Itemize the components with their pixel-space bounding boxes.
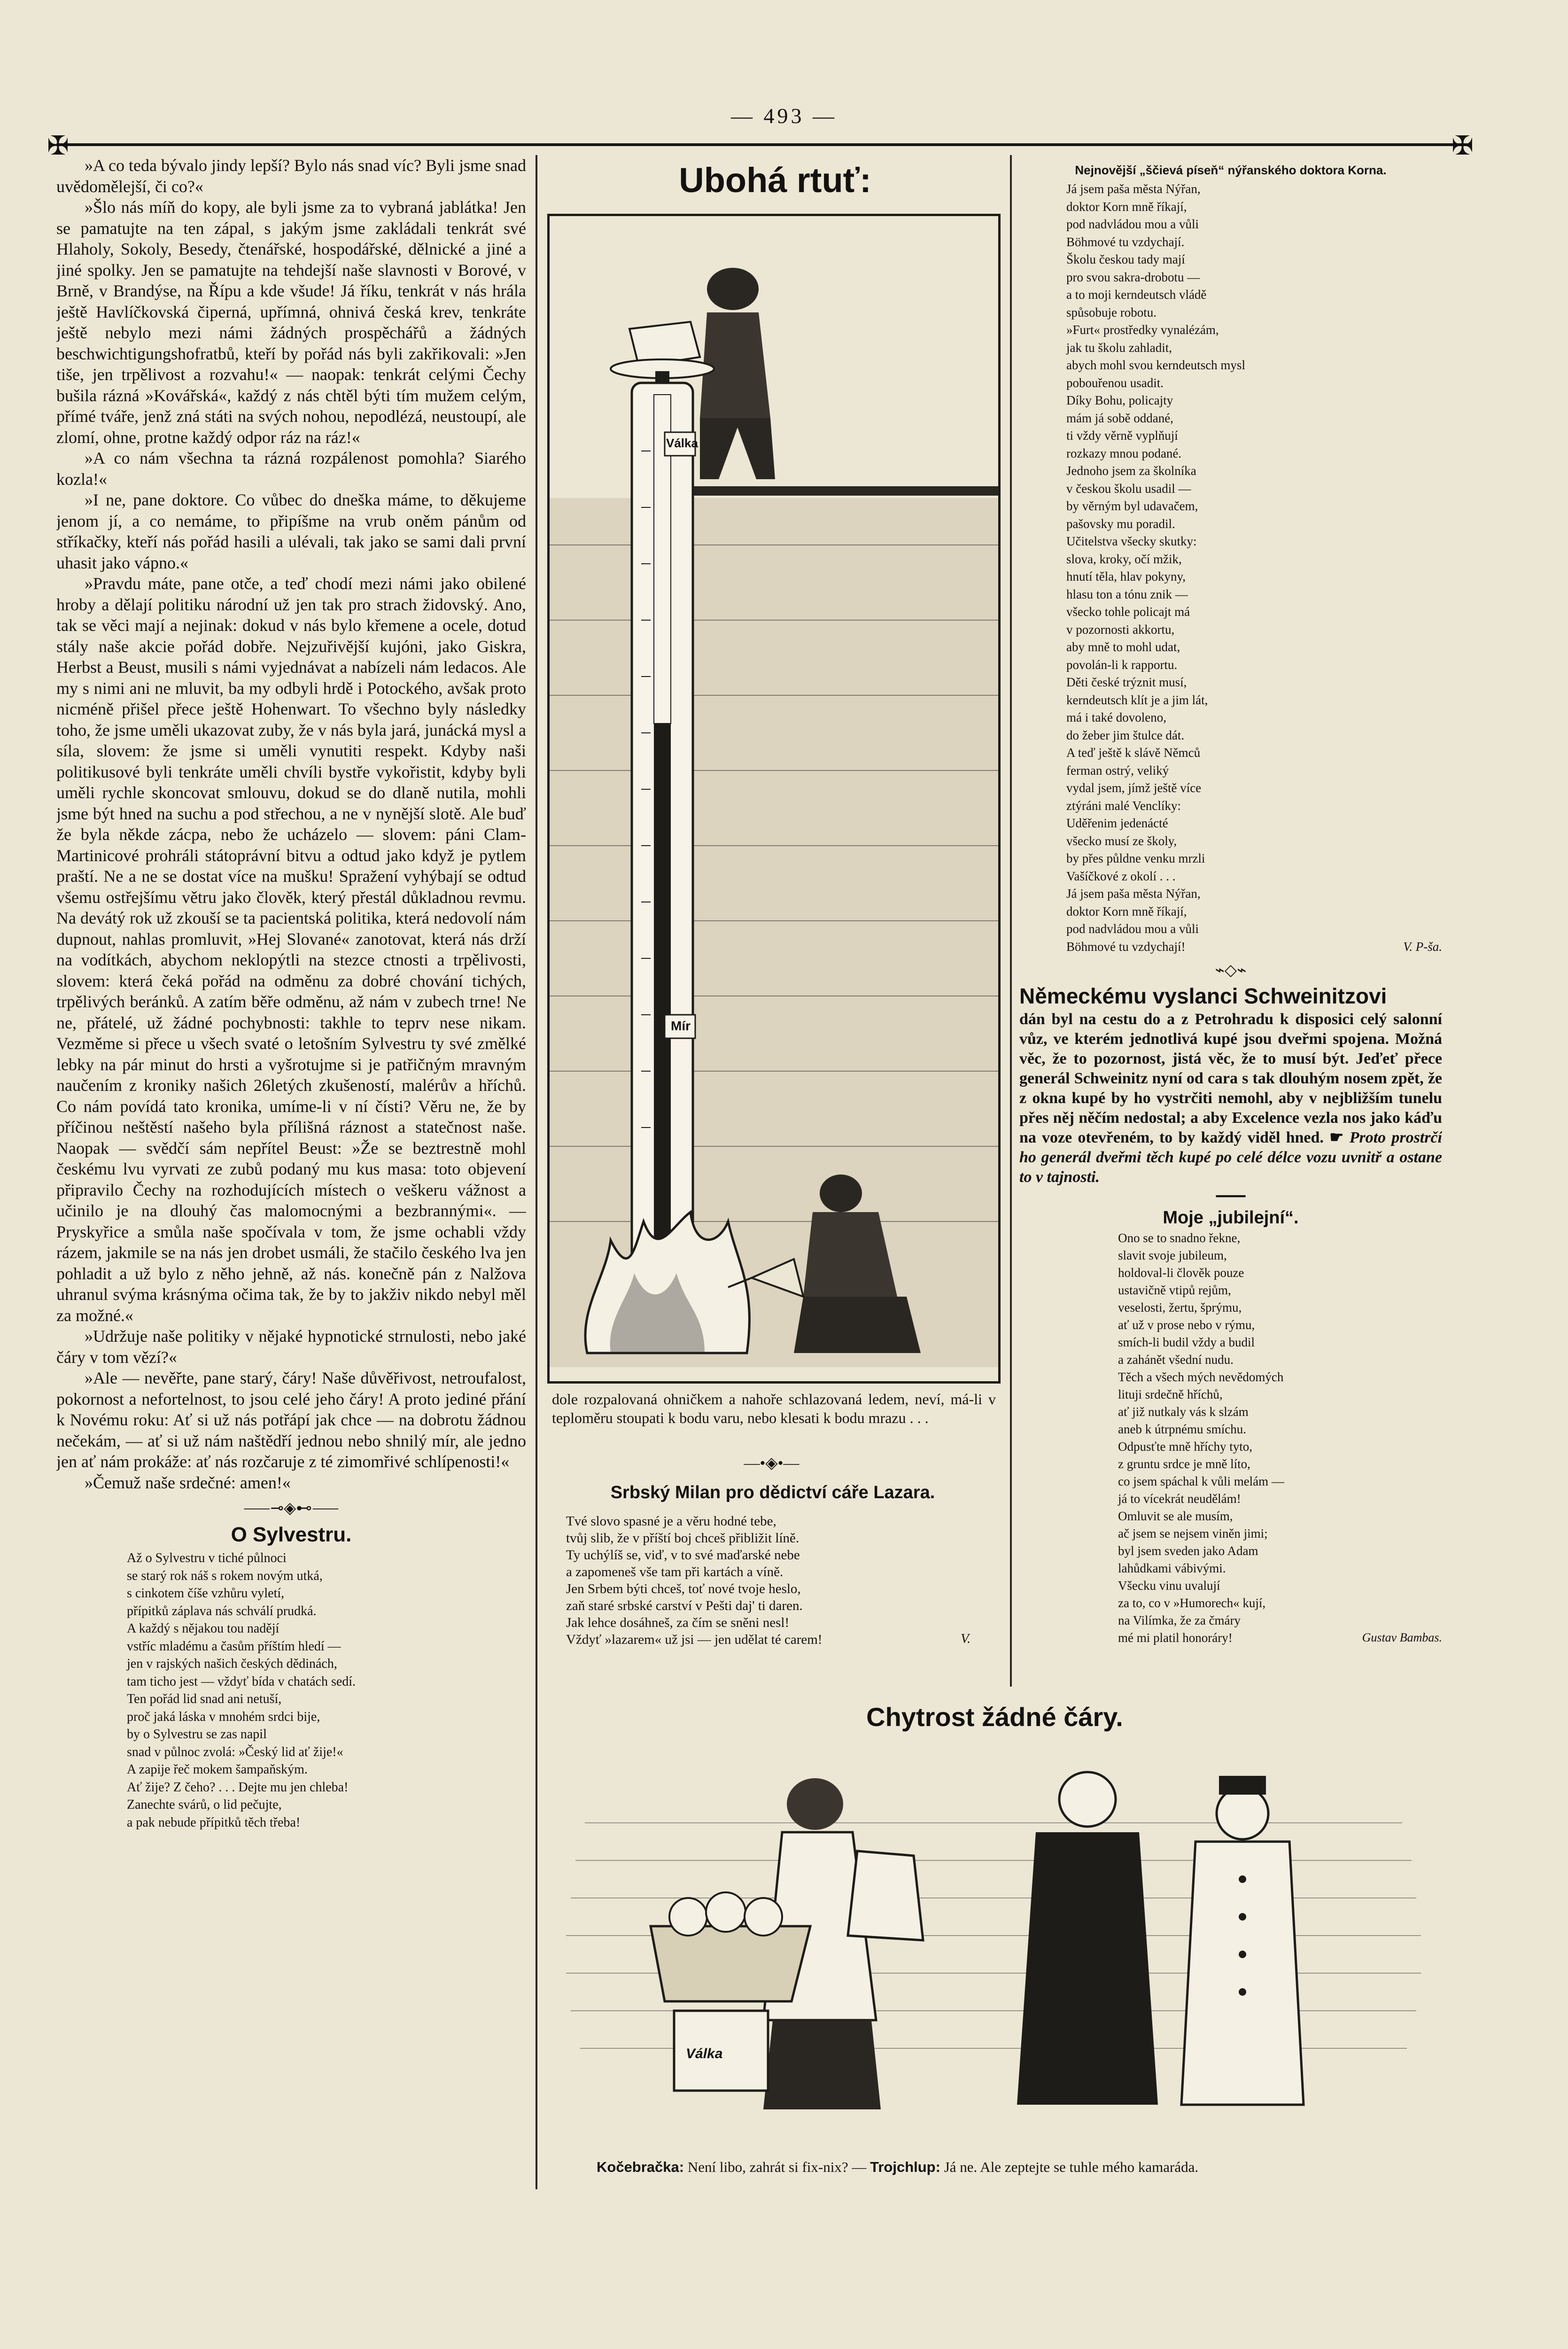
ornament-right: ⌁◇⌁ <box>1215 961 1247 979</box>
verse-line: s cinkotem číše vzhůru vyletí, <box>127 1586 285 1601</box>
article-paragraph: »A co teda bývalo jindy lepší? Bylo nás snad víc? Byli jsme snad uvědomělejší, či co?« <box>56 156 526 196</box>
verse-line: veselosti, žertu, šprýmu, <box>1118 1300 1242 1315</box>
article-title-schweinitz: Německému vyslanci Schweinitzovi <box>1019 983 1387 1008</box>
verse-line: Jak lehce dosáhneš, za čím se sněni nesl! <box>566 1615 790 1630</box>
verse-line: snad v půlnoc zvolá: »Český lid ať žije!« <box>127 1744 343 1759</box>
verse-line: má i také dovoleno, <box>1066 710 1166 724</box>
verse-line: na Vilímka, že za čmáry <box>1118 1613 1241 1627</box>
article-paragraph: »I ne, pane doktore. Co vůbec do dneška máme, to děkujeme jenom jí, a co nemáme, to připíšme na vrub oněm pánům od stříkačky, kteří nás pořád hasili a ulévali, tak jako se sami dali první uhasit jako vápno.« <box>56 490 526 572</box>
verse-line: kerndeutsch klít je a jim lát, <box>1066 692 1208 707</box>
verse-line: ač jsem se nejsem viněn jimi; <box>1118 1526 1268 1540</box>
dialogue-article <box>56 155 526 1493</box>
article-paragraph: »Ale — nevěřte, pane starý, čáry! Naše důvěřivost, netroufalost, pokornost a nefortelnost, to jsou celé jeho čáry! A proto jediné přání k Novému roku: Ať si už nás potřápí jak chce — na dobrotu žádnou nečekám, — ať si už nám naštědří jednou nebo shnilý mír, ale jedno jen ať nám prokáže: ať nás rozčaruje z té zimomřivé schlípenosti!« <box>56 1369 526 1471</box>
verse-line: A každý s nějakou tou nadějí <box>127 1621 279 1636</box>
verse-line: přípitků záplava nás schválí prudká. <box>127 1603 317 1618</box>
chytrost-illustration <box>547 1738 1442 2142</box>
verse-line: jen v rajských našich českých dědinách, <box>127 1657 337 1671</box>
verse-line: jak tu školu zahladit, <box>1066 340 1172 355</box>
verse-line: a zapomeneš vše tam při kartách a víně. <box>566 1564 784 1579</box>
column-divider-2 <box>1010 155 1012 1687</box>
verse-line: Jednoho jsem za školníka <box>1066 464 1196 478</box>
poem-jubilejni <box>1019 1229 1442 1647</box>
verse-line: Školu českou tady mají <box>1066 252 1185 266</box>
verse-line: Až o Sylvestru v tiché půlnoci <box>127 1551 287 1565</box>
article-emphasis: Proto prostrčí ho generál dveřmi těch kupé po celé délce vozu uvnitř a ostane to v tajnosti. <box>1019 1128 1442 1186</box>
verse-line: mé mi platil honoráry! <box>1118 1630 1233 1645</box>
article-paragraph: »A co nám všechna ta rázná rozpálenost pomohla? Siarého kozla!« <box>56 449 526 489</box>
verse-line: doktor Korn mně říkají, <box>1066 904 1187 918</box>
verse-line: Učitelstva všecky skutky: <box>1066 534 1197 548</box>
verse-line: by přes půldne venku mrzli <box>1066 851 1205 865</box>
verse-line: mám já sobě oddané, <box>1066 411 1173 425</box>
verse-line: povolán-li k rapportu. <box>1066 657 1178 672</box>
verse-line: Ten pořád lid snad ani netuší, <box>127 1692 282 1706</box>
top-rule <box>56 143 1470 146</box>
verse-line: ustavičně vtipů rejům, <box>1118 1283 1231 1297</box>
verse-line: ferman ostrý, veliký <box>1066 763 1169 778</box>
thermometer-label-war: Válka <box>666 436 698 450</box>
verse-line: vydal jsem, jímž ještě více <box>1066 781 1202 795</box>
verse-line: pro svou sakra-drobotu — <box>1066 270 1200 284</box>
corner-ornament-right: ✠ <box>1452 132 1474 161</box>
verse-line: pobouřenou usadit. <box>1066 375 1164 390</box>
poem-milan <box>566 1513 994 1648</box>
verse-line: a zahánět všední nudu. <box>1118 1352 1234 1367</box>
verse-line: Já jsem paša města Nýřan, <box>1066 182 1201 196</box>
verse-line: Odpusťte mně hříchy tyto, <box>1118 1439 1252 1454</box>
verse-line: Zanechte svárů, o lid pečujte, <box>127 1797 282 1812</box>
verse-line: hlasu ton a tónu znik — <box>1066 587 1188 601</box>
verse-line: lahůdkami vábivými. <box>1118 1561 1226 1575</box>
verse-line: spůsobuje robotu. <box>1066 305 1157 319</box>
verse-line: A teď ještě k slávě Němců <box>1066 746 1201 760</box>
poem-korn-signature: V. P-ša. <box>1403 940 1442 954</box>
bottom-cartoon-caption <box>597 2159 1442 2176</box>
verse-line: Tvé slovo spasné je a věru hodné tebe, <box>566 1514 776 1529</box>
bottom-cartoon <box>547 1701 1442 2189</box>
verse-line: pašovsky mu poradil. <box>1066 516 1175 531</box>
caption-separator: — <box>852 2159 867 2175</box>
basket-label: Válka <box>686 2046 723 2061</box>
verse-line: z gruntu srdce je mně líto, <box>1118 1456 1250 1471</box>
verse-line: lituji srdečně hříchů, <box>1118 1387 1223 1401</box>
poem-title: O Sylvestru. <box>231 1523 352 1546</box>
verse-line: za to, co v »Humorech« kují, <box>1118 1595 1266 1610</box>
verse-line: Ono se to snadno řekne, <box>1118 1230 1241 1245</box>
verse-line: rozkazy mnou podané. <box>1066 446 1182 460</box>
verse-line: a to moji kerndeutsch vládě <box>1066 288 1207 302</box>
verse-line: Ty uchýlíš se, viď, v to své maďarské nebe <box>566 1548 800 1563</box>
verse-line: aby mně to mohl udat, <box>1066 640 1180 654</box>
verse-line: abych mohl svou kerndeutsch mysl <box>1066 358 1245 372</box>
verse-line: hnutí těla, hlav pokyny, <box>1066 569 1186 583</box>
pointing-hand-icon: ☛ <box>1329 1128 1344 1146</box>
poem-title-jubilejni: Moje „jubilejní“. <box>1163 1207 1299 1228</box>
verse-line: vstříc mladému a časům příštím hledí — <box>127 1639 341 1654</box>
verse-line: ať už v prose nebo v rýmu, <box>1118 1317 1255 1332</box>
ornament-small: ━━━━ <box>1216 1189 1246 1203</box>
caption-line-1: Není libo, zahrát si fix-nix? <box>687 2159 848 2175</box>
ornament: ⸺⊸◈⊷⸺ <box>243 1500 339 1517</box>
corner-ornament-left: ✠ <box>47 132 69 161</box>
article-paragraph: »Čemuž naše srdečné: amen!« <box>85 1473 291 1492</box>
article-text-schweinitz: dán byl na cestu do a z Petrohradu k disposici celý salonní vůz, ve kterém jednotlivá kupé jsou dveřmi spojena. Možná věc, že to pozornost, jistá věc, že to musí být. Jeďeť přece generál Schweinitz nyní od cara s tak dlouhým nosem zpět, že z okna kupé by ho vystrčiti nemohl, aby v nejbližším tunelu přes něj něčím nedostal; a aby Excelence vezla nos jako káďu na voze otevřeném, to by každý viděl hned. ☛ Proto prostrčí ho generál dveřmi těch kupé po celé délce vozu uvnitř a ostane to v tajnosti. <box>1019 1010 1442 1186</box>
article-paragraph: »Šlo nás míň do kopy, ale byli jsme za to vybraná jablátka! Jen se pamatujte na ten zápal, s jakým jsme zakládali tenkrát své Hlaholy, Sokoly, Besedy, čtenářské, hospodářské, dělnické a jiné a jiné spolky. Jen se pamatujte na tehdejší naše slavnosti v Borové, v Brně, v Brandýse, na Řípu a kde všude! Já říku, tenkrát v nás hrála ještě Havlíčkovská čiperná, upřímná, ohnivá česká krev, tenkráte ještě nebylo mezi námi žádných prospěchářů a žádných beschwichtigungshofratbů, kteří by pořád nás byli zakřikovali: »Jen tiše, jen trpělivost a rozvahu!« — naopak: tenkrát celými Čechy bušila rázná »Kovářská«, každý z nás chtěl býti tím mužem celým, přímé tváře, jenž zná státi na svých nohou, nepodlézá, neustoupí, ale zlomí, ohne, protne každý odpor ráz na ráz!« <box>56 198 526 447</box>
verse-line: Těch a všech mých nevědomých <box>1118 1369 1284 1384</box>
verse-line: já to vícekrát neudělám! <box>1118 1491 1241 1506</box>
verse-line: Böhmové tu vzdychají. <box>1066 234 1185 249</box>
poem-title-korn: Nejnovější „ščievá píseň“ nýřanského doktora Korna. <box>1075 163 1387 177</box>
verse-line: holdoval-li člověk pouze <box>1118 1265 1244 1280</box>
verse-line: aneb k útrpnému smíchu. <box>1118 1422 1246 1436</box>
verse-line: slova, kroky, očí mžik, <box>1066 552 1182 566</box>
verse-line: se starý rok náš s rokem novým utká, <box>127 1568 323 1583</box>
verse-line: by o Sylvestru se zas napil <box>127 1727 267 1742</box>
verse-line: slavit svoje jubileum, <box>1118 1248 1227 1262</box>
verse-line: Všecku vinu uvalují <box>1118 1578 1220 1593</box>
divider: —•◈•— <box>744 1455 800 1472</box>
verse-line: co jsem spáchal k vůli melám — <box>1118 1474 1284 1488</box>
poem-korn <box>1019 180 1442 956</box>
cartoon-thermometer <box>547 214 1001 1384</box>
verse-line: a pak nebude přípitků těch třeba! <box>127 1815 301 1830</box>
verse-line: do žeber jim štulce dát. <box>1066 728 1185 742</box>
verse-line: ztýráni malé Venclíky: <box>1066 798 1181 813</box>
article-paragraph: »Pravdu máte, pane otče, a teď chodí mezi námi jako obilené hroby a dělají politiku národní už jen tak pro strach židovský. Ano, tak se věci mají a nejinak: dokud v nás bylo křemene a ocele, dotud stály naše akcie pořád dobře. Nejzuřivější kujóni, jako Giskra, Herbst a Beust, musili s námi vyjednávat a nabízeli nám ledacos. Ale my s nimi ani ne mluvit, ba my odbyli hrdě i Potockého, avšak proto nicméně přišel přece ještě Hohenwart. To všechno byly následky toho, že jsme uměli ukazovat zuby, že v nás byla jará, junácká mysl a síla, slovem: že jsme si uměli vynutiti respekt. Kdyby naši politikusové byli tenkráte uměli chvíli bystře vykořistit, kdyby byli uměli rychle skoncovat smlouvu, dokud se do dlaně nutila, mohli jsme být hned na suchu a pod střechou, a ne v nynější slotě. Ale buď že byla někde zácpa, nebo že ucházelo — slovem: páni Clam-Martinicové prohráli státoprávní bitvu a odtud jako když je pytlem praští. Ne a ne se dostat více na mušku! Spražení vyhýbají se odtud všemu ostřejšímu větru jako člověk, který přestál důkladnou revmu. Na devátý rok už zkouší se ta pacientská politika, která nedovolí nám dupnout, nahlas promluvit, »Hej Slované« zanotovat, která nás drží na vodítkách, abychom neklopýtli na stezce ctnosti a trpělivosti, slovem: která čeká pořád na odměnu za dobré chování tichých, trpělivých beránků. A zatím běře odměnu, až nám v zubech trne! Ne ne, přátelé, už žádné pochybnosti: takhle to teprv nese nikam. Vezměme si přece u všech svaté o letošním Sylvestru ty své změlké lebky na pár minut do hrsti a vyšrotujme si je patřičným mravným naučením z kroniky našich 26letých zkušeností, malérův a hříchů. Co nám povídá tato kronika, umíme-li v ní čísti? Věru ne, že by příčinou neštěstí našeho byla přílišná ráznost a statečnost naše. Naopak — svědčí sám nepřítel Beust: »Že se beztrestně mohl českému lvu vyrvati ze zubů podaný mu kus masa: toto objevení připravilo Čechy na rozhodujících místech o veškeru vážnost a učinilo je na dlouhý čas malomocnými a bezbrannými«. — Pryskyřice a smůla naše spočívala v tom, že jsme ochabli vždy rázem, jakmile se na nás jen drobet usmáli, že stačilo českého lva jen pohladit a už bylo z něho jehně, až nás. konečně pán z Nalžova uhranul svýma krásnýma očima tak, že by to jakživ nikdo nebyl měl za možné.« <box>56 574 526 1325</box>
article-paragraph: »Udržuje naše politiky v nějaké hypnotické strnulosti, nebo jaké čáry v tom vězí?« <box>56 1327 526 1367</box>
verse-line: Uděřenim jedenácté <box>1066 816 1168 830</box>
verse-line: Děti české trýznit musí, <box>1066 675 1187 689</box>
verse-line: pod nadvládou mou a vůli <box>1066 217 1199 231</box>
section-title-milan: Srbský Milan pro dědictví cáře Lazara. <box>610 1483 935 1502</box>
verse-line: doktor Korn mně říkají, <box>1066 199 1187 214</box>
column-middle <box>547 155 1003 1724</box>
caption-speaker-2: Trojchlup: <box>870 2159 940 2175</box>
bottom-cartoon-title: Chytrost žádné čáry. <box>866 1702 1123 1732</box>
verse-line: by věrným byl udavačem, <box>1066 499 1198 513</box>
thermometer-label-peace: Mír <box>671 1019 691 1033</box>
cartoon-caption: dole rozpalovaná ohničkem a nahoře schlazovaná ledem, neví, má-li v teploměru stoupati k bodu varu, nebo klesati k bodu mrazu . . . <box>552 1391 996 1426</box>
verse-line: pod nadvládou mou a vůli <box>1066 922 1199 936</box>
verse-line: Ať žije? Z čeho? . . . Dejte mu jen chleba! <box>127 1780 349 1795</box>
poem-jubilejni-signature: Gustav Bambas. <box>1362 1630 1442 1644</box>
verse-line: byl jsem sveden jako Adam <box>1118 1543 1258 1558</box>
verse-line: Böhmové tu vzdychají! <box>1066 939 1186 954</box>
verse-line: A zapije řeč mokem šampaňským. <box>127 1762 308 1777</box>
verse-line: všecko musí ze školy, <box>1066 833 1177 848</box>
poem-sylvestr <box>56 1549 526 1831</box>
verse-line: tvůj slib, že v příští boj chceš přibližit líně. <box>566 1531 800 1546</box>
thermometer-illustration <box>550 216 998 1381</box>
column-divider-1 <box>536 155 537 2189</box>
verse-line: Vždyť »lazarem« už jsi — jen udělat té carem! <box>566 1632 823 1647</box>
poem-milan-signature: V. <box>961 1631 971 1646</box>
page-number: — 493 — <box>731 104 837 128</box>
verse-line: Já jsem paša města Nýřan, <box>1066 887 1201 901</box>
verse-line: ať již nutkaly vás k slzám <box>1118 1404 1249 1419</box>
verse-line: Omluvit se ale musím, <box>1118 1509 1233 1523</box>
column-left <box>56 155 526 2189</box>
caption-speaker-1: Kočebračka: <box>597 2159 684 2175</box>
verse-line: v pozornosti akkortu, <box>1066 622 1175 637</box>
verse-line: »Furt« prostředky vynalézám, <box>1066 323 1219 337</box>
verse-line: v českou školu usadil — <box>1066 481 1191 496</box>
verse-line: Vašíčkové z okolí . . . <box>1066 869 1176 883</box>
verse-line: všecko tohle policajt má <box>1066 605 1190 619</box>
cartoon-title: Ubohá rtuť: <box>679 161 871 200</box>
verse-line: zaň staré srbské carství v Pešti daj' ti daren. <box>566 1598 803 1613</box>
column-right <box>1019 155 1442 1696</box>
verse-line: Jen Srbem býti chceš, toť nové tvoje heslo, <box>566 1581 801 1596</box>
verse-line: tam ticho jest — vždyť bída v chatách sedí. <box>127 1674 356 1689</box>
verse-line: smích-li budil vždy a budil <box>1118 1335 1255 1349</box>
caption-line-2: Já ne. Ale zeptejte se tuhle mého kamaráda. <box>944 2159 1199 2175</box>
verse-line: ti vždy věrně vyplňují <box>1066 428 1178 443</box>
verse-line: Díky Bohu, policajty <box>1066 393 1173 407</box>
verse-line: proč jaká láska v mnohém srdci bije, <box>127 1709 320 1724</box>
